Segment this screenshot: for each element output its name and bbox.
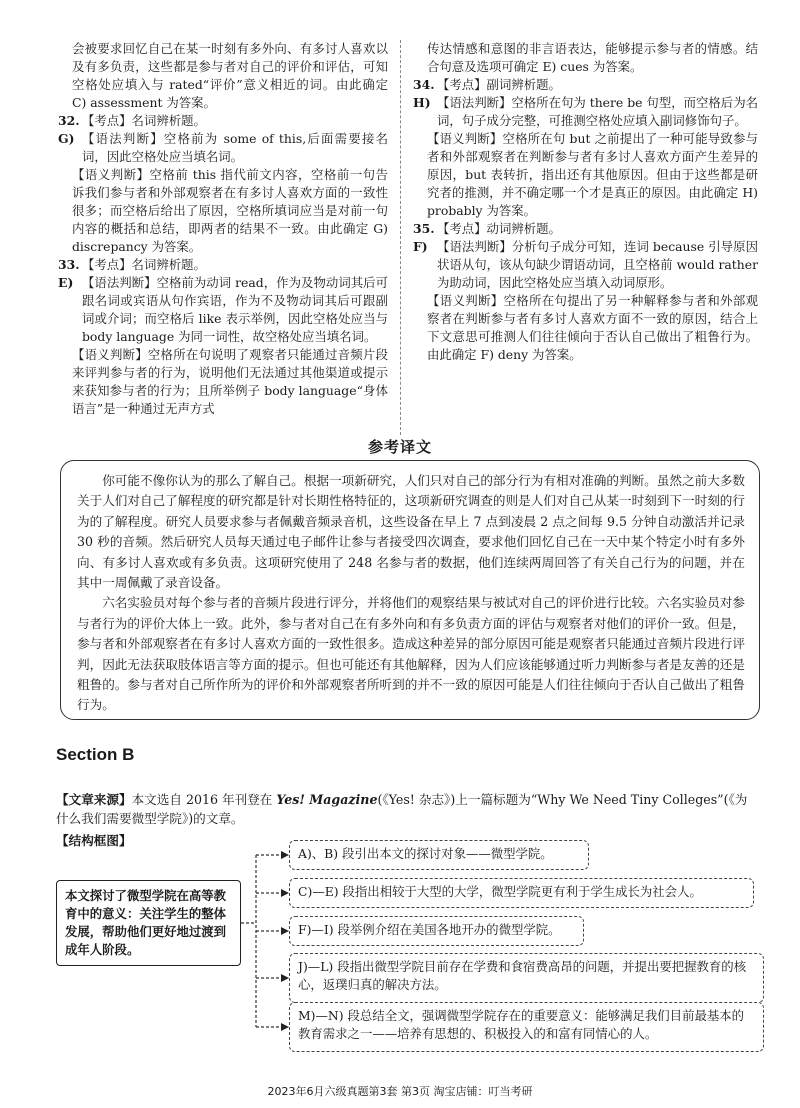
q33-number: 33. xyxy=(58,257,80,272)
source-text-1: 本文选自 2016 年刊登在 xyxy=(131,792,277,807)
q33-continuation: 传达情感和意图的非言语表达，能够提示参与者的情感。结合句意及选项可确定 E) cues 为答案。 xyxy=(427,41,758,74)
q33-meaning: 【语义判断】空格所在句说明了观察者只能通过音频片段来评判参与者的行为，说明他们无法通过其他渠道或提示来获知参与者的行为；且所举例子 body language“身体语言”是一种通过无声方式 xyxy=(72,347,388,416)
q33-answer: E) xyxy=(58,275,74,290)
q32-header xyxy=(58,112,388,130)
q34-grammar: 【语法判断】空格所在句为 there be 句型，而空格后为名词，句子成分完整，可推测空格处应填入副词修饰句子。 xyxy=(437,95,758,128)
q34-number: 34. xyxy=(413,77,435,92)
structure-diagram xyxy=(56,846,766,1060)
translation-paragraph-2: 六名实验员对每个参与者的音频片段进行评分，并将他们的观察结果与被试对自己的评价进行比较。六名实验员对参与者行为的评价大体上一致。此外，参与者对自己在有多外向和有多负责方面的评估与观察者对他们的评价一致。但是，参与者和外部观察者在有多讨人喜欢方面的一致性很多。造成这种差异的部分原因可能是观察者只能通过音频片段进行评判，因此无法获取肢体语言等方面的提示。但也可能还有其他解释，因为人们应该能够通过听力判断参与者是友善的还是粗鲁的。参与者对自己所作所为的评价和外部观察者所听到的并不一致的原因可能是人们往往倾向于否认自己做出了粗鲁行为。 xyxy=(77,595,745,713)
q35-number: 35. xyxy=(413,221,435,236)
framework-label: 【结构框图】 xyxy=(56,833,132,848)
q35-header xyxy=(413,220,758,238)
q35-kaodian: 【考点】动词辨析题。 xyxy=(437,221,561,236)
q34-header xyxy=(413,76,758,94)
arrow-icon xyxy=(281,889,289,897)
translation-box xyxy=(60,460,760,720)
branch-box-3: F)—I) 段举例介绍在美国各地开办的微型学院。 xyxy=(289,916,584,946)
column-divider xyxy=(400,40,401,435)
q34-body xyxy=(413,94,758,130)
branch-box-5: M)—N) 段总结全文，强调微型学院存在的重要意义：能够满足我们目前最基本的教育需求之一——培养有思想的、积极投入的和富有同情心的人。 xyxy=(289,1002,764,1052)
page-footer: 2023年6月六级真题第3套 第3页 淘宝店铺：叮当考研 xyxy=(267,1085,533,1098)
q32-number: 32. xyxy=(58,113,80,128)
q33-header xyxy=(58,256,388,274)
q35-body xyxy=(413,238,758,292)
arrow-icon xyxy=(281,1023,289,1031)
q34-meaning: 【语义判断】空格所在句 but 之前提出了一种可能导致参与者和外部观察者在判断参与者有多讨人喜欢方面产生差异的原因，but 表转折，指出还有其他原因。但由于这些都是研究者的推测，并不确定哪一个才是真正的原因。由此确定 H) probably 为答案。 xyxy=(427,131,758,218)
source-label: 【文章来源】 xyxy=(56,792,132,807)
left-column xyxy=(58,40,388,418)
translation-paragraph-1: 你可能不像你认为的那么了解自己。根据一项新研究，人们只对自己的部分行为有相对准确的判断。虽然之前大多数关于人们对自己了解程度的研究都是针对长期性格特征的，这项新研究调查的则是人们对自己从某一时刻到下一时刻的行为的了解程度。研究人员要求参与者佩戴音频录音机，这些设备在早上 7 点到凌晨 2 点之间每 9.5 分钟自动激活并记录 30 秒的音频。然后研究人员每天通过电子邮件让参与者接受四次调查，要求他们回忆自己在一天中某个特定小时有多外向、有多讨人喜欢或有多负责。这项研究使用了 248 名参与者的数据，他们连续两周回答了有关自己行为的问题，并在其中一周佩戴了录音设备。 xyxy=(77,473,745,591)
q34-kaodian: 【考点】副词辨析题。 xyxy=(437,77,561,92)
q32-body xyxy=(58,130,388,166)
q32-answer: G) xyxy=(58,131,75,146)
section-b-title: Section B xyxy=(56,745,135,764)
q32-meaning: 【语义判断】空格前 this 指代前文内容，空格前一句告诉我们参与者和外部观察者在有多讨人喜欢方面的一致性很多；而空格后给出了原因，空格所填词应当是对前一句内容的概括和总结，即两者的结果不一致。由此确定 G) discrepancy 为答案。 xyxy=(72,167,388,254)
q31-continuation: 会被要求回忆自己在某一时刻有多外向、有多讨人喜欢以及有多负责，这些都是参与者对自己的评价和评估，可知空格处应填入与 rated“评价”意义相近的词。由此确定 C) assessment 为答案。 xyxy=(72,41,388,110)
source-text-2: (《Yes! 杂志》)上一篇标题为“Why We Need Tiny Colleges”(《为什么我们需要微型学院》)的文章。 xyxy=(56,792,748,826)
q33-kaodian: 【考点】名词辨析题。 xyxy=(82,257,206,272)
q35-answer: F) xyxy=(413,239,428,254)
branch-box-4: J)—L) 段指出微型学院目前存在学费和食宿费高昂的问题，并提出要把握教育的核心，返璞归真的解决方法。 xyxy=(289,953,764,1003)
q34-answer: H) xyxy=(413,95,431,110)
answer-explanations xyxy=(58,40,758,435)
article-source xyxy=(56,790,756,828)
q32-grammar: 【语法判断】空格前为 some of this,后面需要接名词，因此空格处应当填名词。 xyxy=(82,131,388,164)
q35-grammar: 【语法判断】分析句子成分可知，连词 because 引导原因状语从句，该从句缺少谓语动词，且空格前 would rather 为助动词，因此空格处应当填入动词原形。 xyxy=(437,239,758,290)
branch-box-1: A)、B) 段引出本文的探讨对象——微型学院。 xyxy=(289,840,589,870)
q35-meaning: 【语义判断】空格所在句提出了另一种解释参与者和外部观察者在判断参与者有多讨人喜欢方面不一致的原因，结合上下文意思可推测人们往往倾向于否认自己做出了粗鲁行为。由此确定 F) deny 为答案。 xyxy=(427,293,758,362)
source-magazine: Yes! Magazine xyxy=(276,792,378,807)
translation-heading: 参考译文 xyxy=(367,438,432,456)
branch-box-2: C)—E) 段指出相较于大型的大学，微型学院更有利于学生成长为社会人。 xyxy=(289,878,754,908)
q33-grammar: 【语法判断】空格前为动词 read，作为及物动词其后可跟名词或宾语从句作宾语，作为不及物动词其后可跟副词或介词；而空格后 like 表示举例，因此空格处应当与 body language 为同一词性，故空格处应当填名词。 xyxy=(82,275,388,344)
arrow-icon xyxy=(281,974,289,982)
central-idea-box: 本文探讨了微型学院在高等教育中的意义：关注学生的整体发展，帮助他们更好地过渡到成年人阶段。 xyxy=(56,880,241,966)
q33-body xyxy=(58,274,388,346)
arrow-icon xyxy=(281,851,289,859)
q32-kaodian: 【考点】名词辨析题。 xyxy=(82,113,206,128)
right-column xyxy=(413,40,758,364)
arrow-icon xyxy=(281,927,289,935)
